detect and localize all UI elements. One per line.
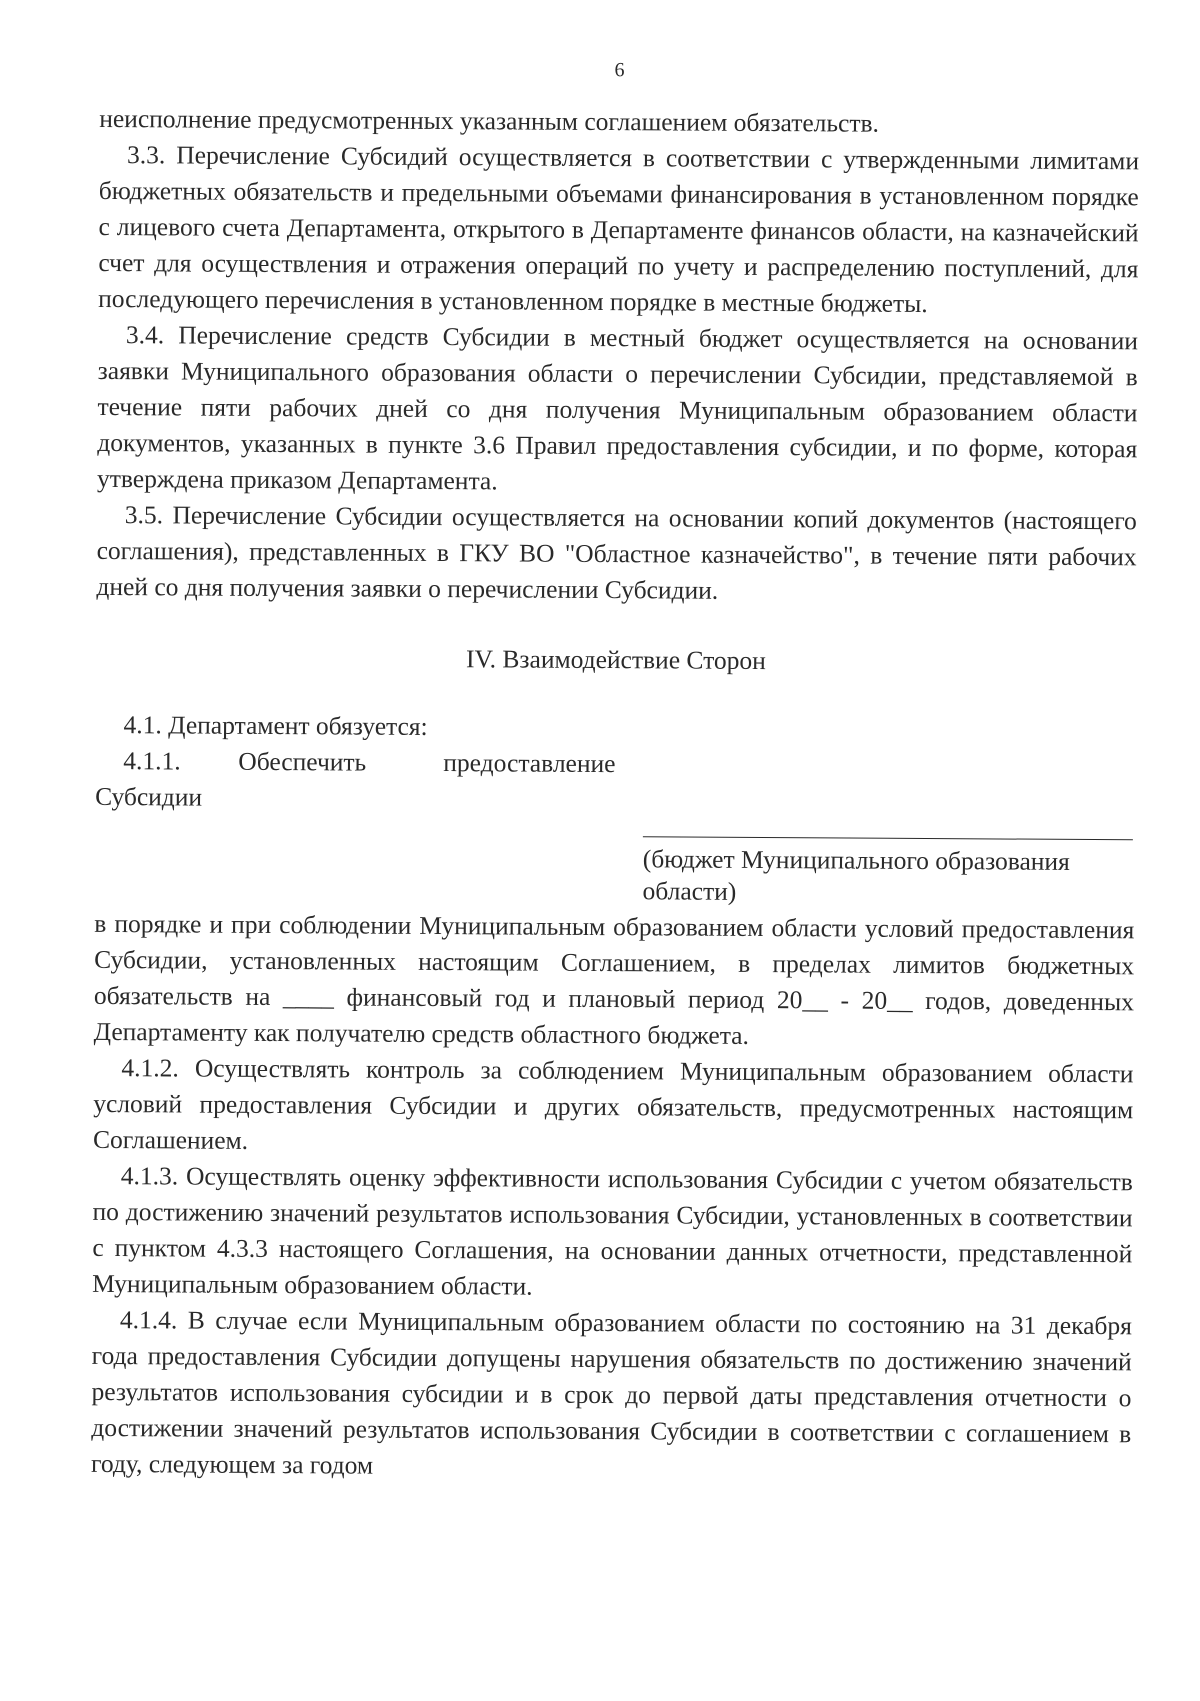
section-heading: IV. Взаимодействие Сторон [466, 644, 766, 676]
paragraph-continuation: неисполнение предусмотренных указанным соглашением обязательств. [99, 103, 880, 138]
page-number: 6 [614, 59, 625, 82]
blank-field-caption: (бюджет Муниципального образования области) [642, 844, 1070, 906]
blank-underline [643, 818, 1133, 840]
paragraph-4-1-4: 4.1.4. В случае если Муниципальным образованием области по состоянию на 31 декабря года предоставления Субсидии допущены нарушения обязательств по достижению значений результатов использования субсидии и в срок до первой даты представления отчетности о достижении значений результатов использования Субсидии в соответствии с соглашением в году, следующем за годом [90, 1305, 1132, 1480]
clause-4-1-1-continuation: в порядке и при соблюдении Муниципальным образованием области условий предоставления Субсидии, установленных настоящим Соглашением, в пределах лимитов бюджетных обязательств на ____ финансовый год и плановый период 20__ - 20__ годов, доведенных Департаменту как получателю средств областного бюджета. [93, 908, 1135, 1050]
clause-4-1-1-word-subsidy: Субсидии [95, 781, 203, 812]
paragraph-3-5: 3.5. Перечисление Субсидии осуществляется на основании копий документов (настоящего соглашения), представленных в ГКУ ВО "Областное казначейство", в течение пяти рабочих дней со дня получения заявки о перечислении Субсидии. [96, 500, 1137, 605]
paragraph-4-1-3: 4.1.3. Осуществлять оценку эффективности использования Субсидии с учетом обязательств по достижению значений результатов использования Субсидии, установленных в соответствии с пунктом 4.3.3 настоящего Соглашения, на основании данных отчетности, представленной Муниципальным образованием области. [92, 1161, 1133, 1301]
clause-4-1-1-word-ensure: Обеспечить [238, 746, 367, 777]
clause-4-1: 4.1. Департамент обязуется: [123, 710, 428, 741]
paragraph-3-4: 3.4. Перечисление средств Субсидии в местный бюджет осуществляется на основании заявки Муниципального образования области о перечислении Субсидии, представляемой в течение пяти рабочих дней со дня получения Муниципальным образованием области документов, указанных в пункте 3.6 Правил предоставления субсидии, и по форме, которая утверждена приказом Департамента. [96, 320, 1139, 496]
clause-4-1-1-number: 4.1.1. [123, 746, 181, 776]
clause-4-1-1-first-line [95, 743, 1135, 785]
clause-4-1-1-word-provision: предоставление [443, 748, 616, 779]
paragraph-3-3: 3.3. Перечисление Субсидий осуществляется в соответствии с утвержденными лимитами бюджетных обязательств и предельными объемами финансирования в установленном порядке с лицевого счета Департамента, открытого в Департаменте финансов области, на казначейский счет для осуществления и отражения операций по учету и распределению поступлений, для последующего перечисления в установленном порядке в местные бюджеты. [98, 140, 1140, 319]
paragraph-4-1-2: 4.1.2. Осуществлять контроль за соблюдением Муниципальным образованием области условий предоставления Субсидии и других обязательств, предусмотренных настоящим Соглашением. [92, 1053, 1134, 1155]
budget-blank-field [642, 818, 1133, 910]
